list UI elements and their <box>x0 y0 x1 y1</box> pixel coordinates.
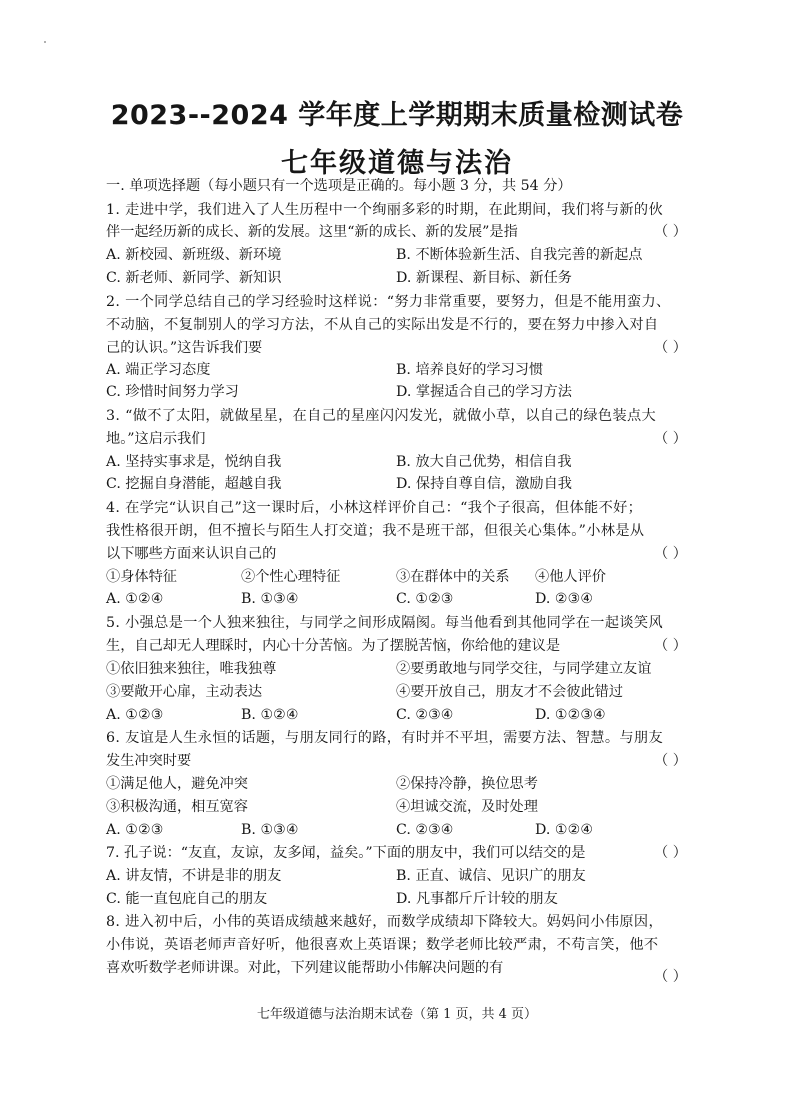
q2-option-c: C. 珍惜时间努力学习 <box>106 384 239 400</box>
q1-stem-line1: 1. 走进中学，我们进入了人生历程中一个绚丽多彩的时期，在此期间，我们将与新的伙 <box>106 202 663 218</box>
q4-stem-line3: 以下哪些方面来认识自己的 <box>106 546 277 562</box>
q3-option-a: A. 坚持实事求是，悦纳自我 <box>106 454 282 470</box>
q6-statement-1: ①满足他人，避免冲突 <box>106 776 248 792</box>
q4-option-c: C. ①②③ <box>396 591 454 607</box>
q6-statement-4: ④坦诚交流，及时处理 <box>396 799 538 815</box>
q5-option-a: A. ①②③ <box>106 707 164 723</box>
q5-stem-line2: 生，自己却无人理睬时，内心十分苦恼。为了摆脱苦恼，你给他的建议是 <box>106 638 561 654</box>
q5-statement-3: ③要敞开心扉，主动表达 <box>106 684 263 700</box>
q7-option-b: B. 正直、诚信、见识广的朋友 <box>396 868 586 884</box>
q7-answer-blank: （ ） <box>654 845 687 861</box>
q7-option-c: C. 能一直包庇自己的朋友 <box>106 891 268 907</box>
q5-statement-1: ①依旧独来独往，唯我独尊 <box>106 661 277 677</box>
q2-stem-line2: 不动脑，不复制别人的学习方法，不从自己的实际出发是不行的，要在努力中掺入对自 <box>106 317 659 333</box>
q6-option-d: D. ①②④ <box>535 822 594 838</box>
q3-option-b: B. 放大自己优势，相信自我 <box>396 454 572 470</box>
q2-option-b: B. 培养良好的学习习惯 <box>396 362 544 378</box>
q6-stem-line1: 6. 友谊是人生永恒的话题，与朋友同行的路，有时并不平坦，需要方法、智慧。与朋友 <box>106 730 663 746</box>
q5-option-d: D. ①②③④ <box>535 707 606 723</box>
q6-option-a: A. ①②③ <box>106 822 164 838</box>
q4-statement-2: ②个性心理特征 <box>241 569 341 585</box>
exam-subtitle: 七年级道德与法治 <box>281 148 513 179</box>
q4-statement-4: ④他人评价 <box>535 569 606 585</box>
q2-stem-line1: 2. 一个同学总结自己的学习经验时这样说：“努力非常重要，要努力，但是不能用蛮力、 <box>106 294 671 310</box>
section-heading: 一. 单项选择题（每小题只有一个选项是正确的。每小题 3 分，共 54 分） <box>106 178 572 194</box>
q8-stem-line1: 8. 进入初中后，小伟的英语成绩越来越好，而数学成绩却下降较大。妈妈问小伟原因， <box>106 914 663 930</box>
q7-option-d: D. 凡事都斤斤计较的朋友 <box>396 891 558 907</box>
q3-stem-line1: 3. “做不了太阳，就做星星，在自己的星座闪闪发光，就做小草，以自己的绿色装点大 <box>106 408 657 424</box>
q4-statement-3: ③在群体中的关系 <box>396 569 510 585</box>
q4-option-b: B. ①③④ <box>241 591 299 607</box>
q3-stem-line2: 地。”这启示我们 <box>106 431 206 447</box>
q6-statement-2: ②保持冷静，换位思考 <box>396 776 538 792</box>
q1-answer-blank: （ ） <box>654 224 687 240</box>
q8-stem-line2: 小伟说，英语老师声音好听，他很喜欢上英语课；数学老师比较严肃，不苟言笑，他不 <box>106 937 659 953</box>
q5-answer-blank: （ ） <box>654 638 687 654</box>
q2-option-d: D. 掌握适合自己的学习方法 <box>396 384 572 400</box>
q5-stem-line1: 5. 小强总是一个人独来独往，与同学之间形成隔阂。每当他看到其他同学在一起谈笑风 <box>106 615 663 631</box>
q5-option-c: C. ②③④ <box>396 707 454 723</box>
q3-option-c: C. 挖掘自身潜能，超越自我 <box>106 476 282 492</box>
q6-answer-blank: （ ） <box>654 753 687 769</box>
q8-stem-line3: 喜欢听数学老师讲课。对此，下列建议能帮助小伟解决问题的有 <box>106 960 504 976</box>
scan-speck <box>44 41 46 43</box>
q6-statement-3: ③积极沟通，相互宽容 <box>106 799 248 815</box>
q2-option-a: A. 端正学习态度 <box>106 362 211 378</box>
q7-stem-line1: 7. 孔子说：“友直，友谅，友多闻，益矣。”下面的朋友中，我们可以结交的是 <box>106 845 586 861</box>
q2-stem-line3: 己的认识。”这告诉我们要 <box>106 340 263 356</box>
q6-stem-line2: 发生冲突时要 <box>106 753 192 769</box>
q5-statement-2: ②要勇敢地与同学交往，与同学建立友谊 <box>396 661 652 677</box>
q4-option-a: A. ①②④ <box>106 591 164 607</box>
exam-title: 2023--2024 学年度上学期期末质量检测试卷 <box>110 100 684 131</box>
q6-option-b: B. ①③④ <box>241 822 299 838</box>
q4-option-d: D. ②③④ <box>535 591 594 607</box>
q1-option-c: C. 新老师、新同学、新知识 <box>106 270 282 286</box>
q1-option-b: B. 不断体验新生活、自我完善的新起点 <box>396 247 643 263</box>
q1-option-d: D. 新课程、新目标、新任务 <box>396 270 572 286</box>
page-footer: 七年级道德与法治期末试卷（第 1 页，共 4 页） <box>256 1007 538 1022</box>
q4-answer-blank: （ ） <box>654 546 687 562</box>
q2-answer-blank: （ ） <box>654 340 687 356</box>
q1-option-a: A. 新校园、新班级、新环境 <box>106 247 282 263</box>
q4-stem-line2: 我性格很开朗，但不擅长与陌生人打交道；我不是班干部，但很关心集体。”小林是从 <box>106 523 645 539</box>
q1-stem-line2: 伴一起经历新的成长、新的发展。这里“新的成长、新的发展”是指 <box>106 224 518 240</box>
q5-option-b: B. ①②④ <box>241 707 299 723</box>
q4-statement-1: ①身体特征 <box>106 569 177 585</box>
q6-option-c: C. ②③④ <box>396 822 454 838</box>
q3-answer-blank: （ ） <box>654 431 687 447</box>
q3-option-d: D. 保持自尊自信，激励自我 <box>396 476 572 492</box>
q7-option-a: A. 讲友情，不讲是非的朋友 <box>106 868 282 884</box>
q8-answer-blank: （ ） <box>654 969 687 985</box>
q4-stem-line1: 4. 在学完“认识自己”这一课时后，小林这样评价自己：“我个子很高，但体能不好； <box>106 500 643 516</box>
q5-statement-4: ④要开放自己，朋友才不会彼此错过 <box>396 684 624 700</box>
